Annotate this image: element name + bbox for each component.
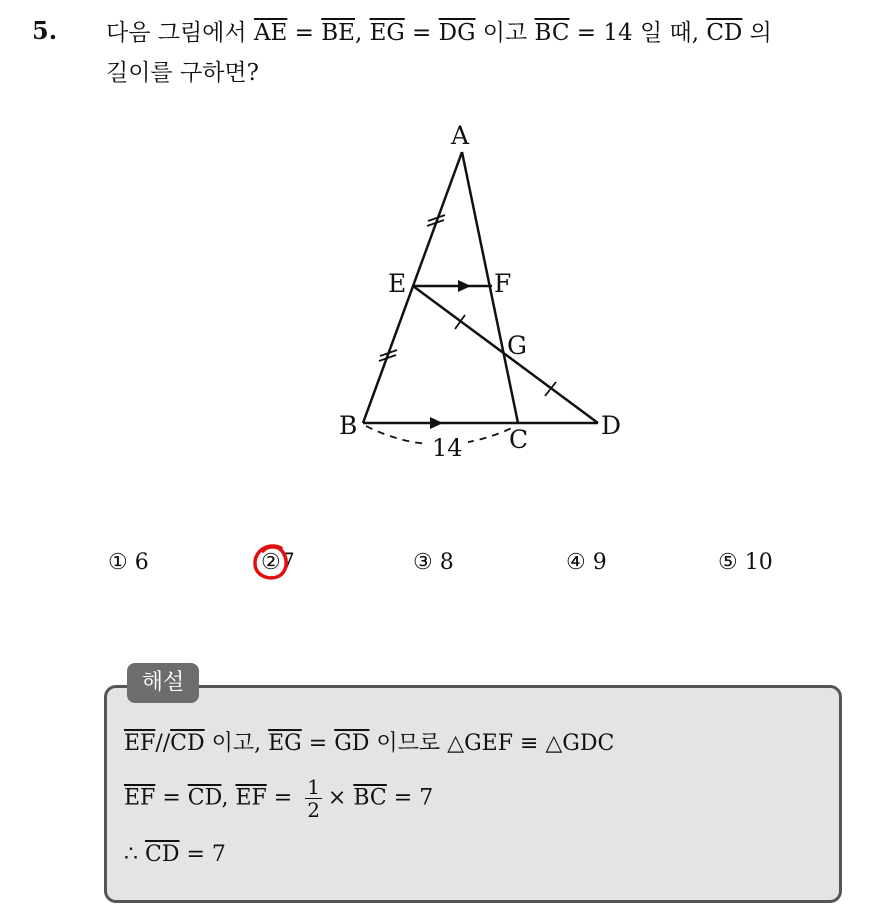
segment-eg: $\overline{EG}$ (369, 20, 405, 46)
label-e: E (388, 269, 407, 298)
solution-line-3 (124, 842, 226, 867)
segment-cd: $\overline{CD}$ (170, 731, 205, 756)
choice-mark: ② (261, 550, 281, 575)
solution-line-1 (124, 726, 614, 757)
segment-dg: $\overline{DG}$ (438, 20, 476, 46)
solution-line-2 (124, 776, 433, 821)
times-sign: × (327, 785, 354, 811)
question-text-part: 이고 (475, 20, 535, 46)
segment-ab (363, 152, 462, 423)
parallel-arrow (430, 417, 443, 429)
equals-sign: = (301, 731, 335, 756)
choice-value: 6 (134, 550, 149, 575)
triangle-figure (320, 118, 640, 468)
solution-tag: 해설 (127, 663, 199, 703)
segment-cd: $\overline{CD}$ (187, 785, 222, 811)
choice-mark: ① (108, 550, 128, 575)
segment-eg: $\overline{EG}$ (268, 731, 302, 756)
choice-value: 10 (744, 550, 773, 575)
question-text-part: = 14 일 때, (569, 20, 707, 46)
parallel-arrow (458, 280, 471, 292)
fraction-numerator: 1 (307, 775, 320, 799)
comma: , (354, 20, 370, 46)
label-b: B (339, 411, 358, 440)
fraction-one-half (305, 776, 322, 821)
choice-5[interactable] (718, 550, 773, 575)
question-text-part: 의 (742, 20, 772, 46)
choice-4[interactable] (566, 550, 607, 575)
length-label-bc: 14 (432, 434, 463, 462)
equals-sign: = (404, 20, 439, 46)
segment-ef: $\overline{EF}$ (124, 731, 156, 756)
segment-be: $\overline{BE}$ (321, 20, 355, 46)
choice-3[interactable] (413, 550, 454, 575)
choice-mark: ③ (413, 550, 433, 575)
choice-1[interactable] (108, 550, 149, 575)
question-text (106, 16, 772, 50)
segment-ef: $\overline{EF}$ (124, 785, 156, 811)
choice-value: 7 (280, 550, 295, 575)
equals-sign: = (287, 20, 322, 46)
solution-text: 이므로 △GEF ≡ △GDC (369, 731, 615, 756)
result: = 7 (386, 785, 434, 811)
segment-cd: $\overline{CD}$ (706, 20, 743, 46)
label-g: G (507, 331, 527, 360)
label-f: F (494, 269, 512, 298)
label-a: A (451, 121, 470, 150)
choice-value: 8 (439, 550, 454, 575)
choice-value: 9 (592, 550, 607, 575)
segment-ef: $\overline{EF}$ (235, 785, 267, 811)
label-d: D (601, 411, 622, 440)
segment-bc: $\overline{BC}$ (534, 20, 570, 46)
segment-cd: $\overline{CD}$ (145, 842, 180, 867)
question-text-part: 다음 그림에서 (106, 20, 254, 46)
equals-sign: = (155, 785, 188, 811)
parallel-sign: // (155, 731, 171, 756)
segment-bc: $\overline{BC}$ (353, 785, 387, 811)
question-number: 5. (32, 16, 58, 45)
label-c: C (509, 425, 529, 454)
segment-gd: $\overline{GD}$ (334, 731, 370, 756)
choice-mark: ④ (566, 550, 586, 575)
selected-answer-circle (251, 542, 291, 582)
comma: , (221, 785, 236, 811)
question-text-line2: 길이를 구하면? (106, 60, 259, 86)
fraction-denominator: 2 (307, 798, 320, 822)
result: = 7 (179, 842, 226, 867)
equals-sign: = (266, 785, 300, 811)
segment-ed (413, 286, 598, 423)
choice-mark: ⑤ (718, 550, 738, 575)
solution-text: 이고, (204, 731, 269, 756)
therefore-sign: ∴ (124, 842, 145, 867)
segment-ae: $\overline{AE}$ (253, 20, 288, 46)
